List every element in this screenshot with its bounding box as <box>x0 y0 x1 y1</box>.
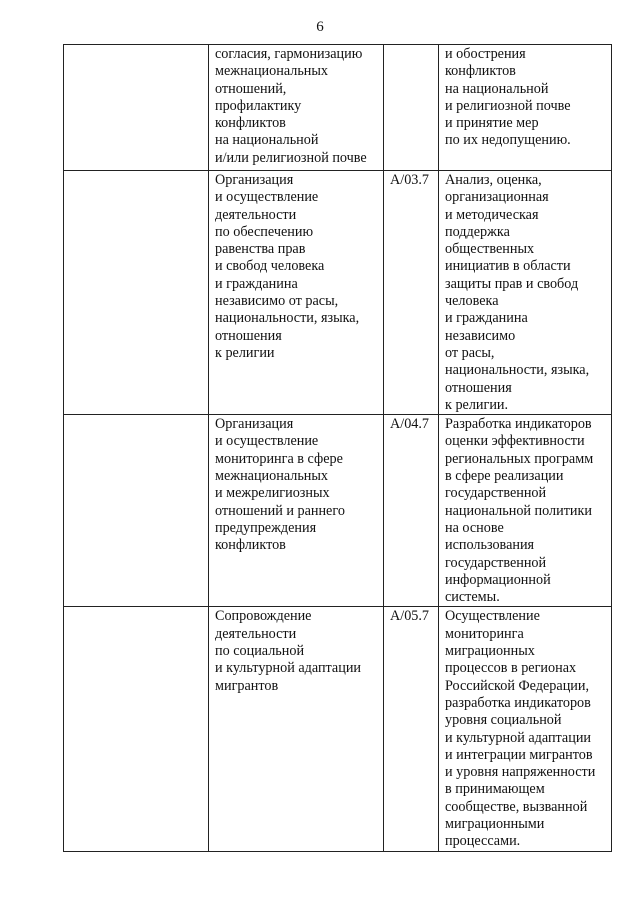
functions-table <box>63 44 612 852</box>
function-code-cell: А/05.7 <box>384 607 439 851</box>
function-description-cell: Разработка индикаторов оценки эффективности региональных программ в сфере реализации государственной национальной политики на основе использования государственной информационной системы. <box>439 415 612 607</box>
table-row <box>64 171 612 415</box>
table-row <box>64 607 612 851</box>
table-row <box>64 45 612 171</box>
function-description-cell: и обострения конфликтов на национальной и религиозной почве и принятие мер по их недопущению. <box>439 45 612 171</box>
page-number: 6 <box>316 19 324 35</box>
function-code-cell: А/03.7 <box>384 171 439 415</box>
empty-cell <box>64 171 209 415</box>
empty-cell <box>64 45 209 171</box>
empty-cell <box>64 607 209 851</box>
function-name-cell: согласия, гармонизацию межнациональных отношений, профилактику конфликтов на национальной и/или религиозной почве <box>209 45 384 171</box>
function-description-cell: Осуществление мониторинга миграционных процессов в регионах Российской Федерации, разработка индикаторов уровня социальной и культурной адаптации и интеграции мигрантов и уровня напряженности в принимающем сообществе, вызванной миграционными процессами. <box>439 607 612 851</box>
table-row <box>64 415 612 607</box>
function-name-cell: Организация и осуществление деятельности по обеспечению равенства прав и свобод человека и гражданина независимо от расы, национальности, языка, отношения к религии <box>209 171 384 415</box>
function-code-cell <box>384 45 439 171</box>
empty-cell <box>64 415 209 607</box>
function-name-cell: Организация и осуществление мониторинга в сфере межнациональных и межрелигиозных отношений и раннего предупреждения конфликтов <box>209 415 384 607</box>
function-code-cell: А/04.7 <box>384 415 439 607</box>
function-description-cell: Анализ, оценка, организационная и методическая поддержка общественных инициатив в области защиты прав и свобод человека и гражданина независимо от расы, национальности, языка, отношения к религии. <box>439 171 612 415</box>
function-name-cell: Сопровождение деятельности по социальной и культурной адаптации мигрантов <box>209 607 384 851</box>
